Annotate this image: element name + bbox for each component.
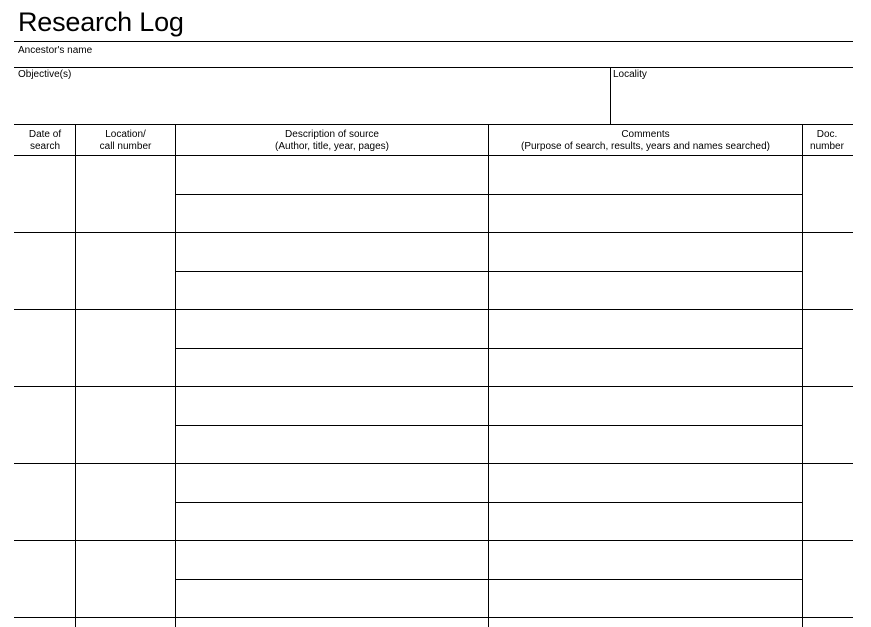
description-cell[interactable] bbox=[176, 310, 488, 347]
location-cell[interactable] bbox=[76, 541, 175, 616]
header-location-line1: Location/ bbox=[105, 129, 146, 140]
header-location bbox=[76, 129, 175, 153]
comments-cell[interactable] bbox=[489, 272, 802, 309]
description-cell[interactable] bbox=[176, 272, 488, 309]
date-cell[interactable] bbox=[15, 464, 75, 539]
doc-number-cell[interactable] bbox=[803, 464, 852, 539]
header-date-line1: Date of bbox=[28, 129, 62, 140]
date-cell[interactable] bbox=[15, 310, 75, 385]
ancestor-name-field[interactable] bbox=[100, 43, 850, 65]
description-cell[interactable] bbox=[176, 156, 488, 193]
objective-field[interactable] bbox=[15, 82, 609, 123]
comments-cell[interactable] bbox=[489, 464, 802, 501]
description-cell[interactable] bbox=[176, 349, 488, 386]
date-cell[interactable] bbox=[15, 541, 75, 616]
comments-cell[interactable] bbox=[489, 310, 802, 347]
doc-number-cell[interactable] bbox=[803, 310, 852, 385]
comments-cell[interactable] bbox=[489, 541, 802, 578]
description-cell[interactable] bbox=[176, 541, 488, 578]
date-cell[interactable] bbox=[15, 156, 75, 231]
title-rule bbox=[14, 41, 853, 42]
description-cell[interactable] bbox=[176, 195, 488, 232]
header-description-line2: (Author, title, year, pages) bbox=[275, 141, 389, 152]
description-cell[interactable] bbox=[176, 426, 488, 463]
description-cell[interactable] bbox=[176, 503, 488, 540]
header-doc-line2: number bbox=[810, 141, 844, 152]
header-comments bbox=[489, 129, 802, 153]
date-cell[interactable] bbox=[15, 387, 75, 462]
doc-number-cell[interactable] bbox=[803, 233, 852, 308]
locality-label: Locality bbox=[613, 69, 647, 80]
date-cell[interactable] bbox=[15, 233, 75, 308]
location-cell[interactable] bbox=[76, 310, 175, 385]
comments-cell[interactable] bbox=[489, 387, 802, 424]
description-cell[interactable] bbox=[176, 387, 488, 424]
description-cell[interactable] bbox=[176, 580, 488, 617]
objective-rule bbox=[14, 124, 853, 125]
doc-number-cell[interactable] bbox=[803, 541, 852, 616]
page-title: Research Log bbox=[18, 7, 184, 37]
header-comments-line1: Comments bbox=[621, 129, 670, 140]
header-comments-line2: (Purpose of search, results, years and names searched) bbox=[520, 141, 770, 152]
description-cell[interactable] bbox=[176, 464, 488, 501]
description-cell[interactable] bbox=[176, 233, 488, 270]
header-description bbox=[176, 129, 488, 153]
location-cell[interactable] bbox=[76, 233, 175, 308]
comments-cell[interactable] bbox=[489, 426, 802, 463]
entry-group-rule bbox=[14, 617, 853, 618]
header-date bbox=[15, 129, 75, 153]
header-description-line1: Description of source bbox=[285, 129, 379, 140]
ancestor-rule bbox=[14, 67, 853, 68]
comments-cell[interactable] bbox=[489, 503, 802, 540]
header-doc-number bbox=[803, 129, 851, 153]
location-cell[interactable] bbox=[76, 464, 175, 539]
location-cell[interactable] bbox=[76, 387, 175, 462]
objective-label: Objective(s) bbox=[18, 69, 72, 80]
comments-cell[interactable] bbox=[489, 349, 802, 386]
doc-number-cell[interactable] bbox=[803, 156, 852, 231]
header-doc-line1: Doc. bbox=[816, 129, 838, 140]
comments-cell[interactable] bbox=[489, 580, 802, 617]
comments-cell[interactable] bbox=[489, 233, 802, 270]
header-location-line2: call number bbox=[99, 141, 152, 152]
comments-cell[interactable] bbox=[489, 195, 802, 232]
doc-number-cell[interactable] bbox=[803, 387, 852, 462]
comments-cell[interactable] bbox=[489, 156, 802, 193]
locality-field[interactable] bbox=[612, 82, 852, 123]
objective-locality-divider bbox=[610, 67, 611, 124]
header-date-line2: search bbox=[29, 141, 60, 152]
location-cell[interactable] bbox=[76, 156, 175, 231]
ancestor-name-label: Ancestor's name bbox=[18, 45, 93, 56]
